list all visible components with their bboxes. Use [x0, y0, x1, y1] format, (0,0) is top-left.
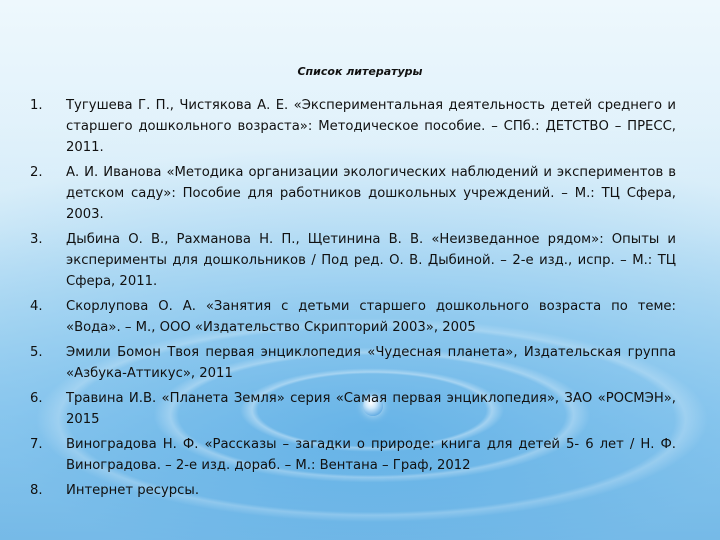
list-item-text: Виноградова Н. Ф. «Рассказы – загадки о природе: книга для детей 5- 6 лет / Н. Ф. Виноградова. – 2-е изд. дораб. – М.: Вентана – Граф, 2012: [66, 437, 676, 473]
list-item-text: А. И. Иванова «Методика организации экологических наблюдений и экспериментов в детском саду»: Пособие для работников дошкольных учреждений. – М.: ТЦ Сфера, 2003.: [66, 165, 676, 222]
list-item-number: 7.: [30, 437, 43, 452]
list-item-number: 3.: [30, 232, 43, 247]
list-item: [30, 342, 676, 384]
list-item-number: 6.: [30, 391, 43, 406]
list-item-text: Эмили Бомон Твоя первая энциклопедия «Чудесная планета», Издательская группа «Азбука-Аттикус», 2011: [66, 345, 676, 381]
list-item-text: Тугушева Г. П., Чистякова А. Е. «Экспериментальная деятельность детей среднего и старшего дошкольного возраста»: Методическое пособие. – СПб.: ДЕТСТВО – ПРЕСС, 2011.: [66, 98, 676, 155]
reference-list: [30, 95, 676, 505]
list-item: [30, 229, 676, 292]
list-item: [30, 388, 676, 430]
list-item-number: 1.: [30, 98, 43, 113]
list-item-number: 5.: [30, 345, 43, 360]
list-item-text: Скорлупова О. А. «Занятия с детьми старшего дошкольного возраста по теме: «Вода». – М., ООО «Издательство Скрипторий 2003», 2005: [66, 299, 676, 335]
list-item-text: Травина И.В. «Планета Земля» серия «Самая первая энциклопедия», ЗАО «РОСМЭН», 2015: [66, 391, 676, 427]
page-title: Список литературы: [297, 65, 423, 78]
list-item-number: 4.: [30, 299, 43, 314]
list-item-text: Интернет ресурсы.: [66, 483, 200, 498]
list-item: [30, 95, 676, 158]
list-item-number: 2.: [30, 165, 43, 180]
list-item: [30, 434, 676, 476]
list-item-text: Дыбина О. В., Рахманова Н. П., Щетинина В. В. «Неизведанное рядом»: Опыты и эксперименты для дошкольников / Под ред. О. В. Дыбиной. – 2-е изд., испр. – М.: ТЦ Сфера, 2011.: [66, 232, 676, 289]
list-item-number: 8.: [30, 483, 43, 498]
list-item: [30, 162, 676, 225]
list-item: [30, 480, 676, 501]
list-item: [30, 296, 676, 338]
